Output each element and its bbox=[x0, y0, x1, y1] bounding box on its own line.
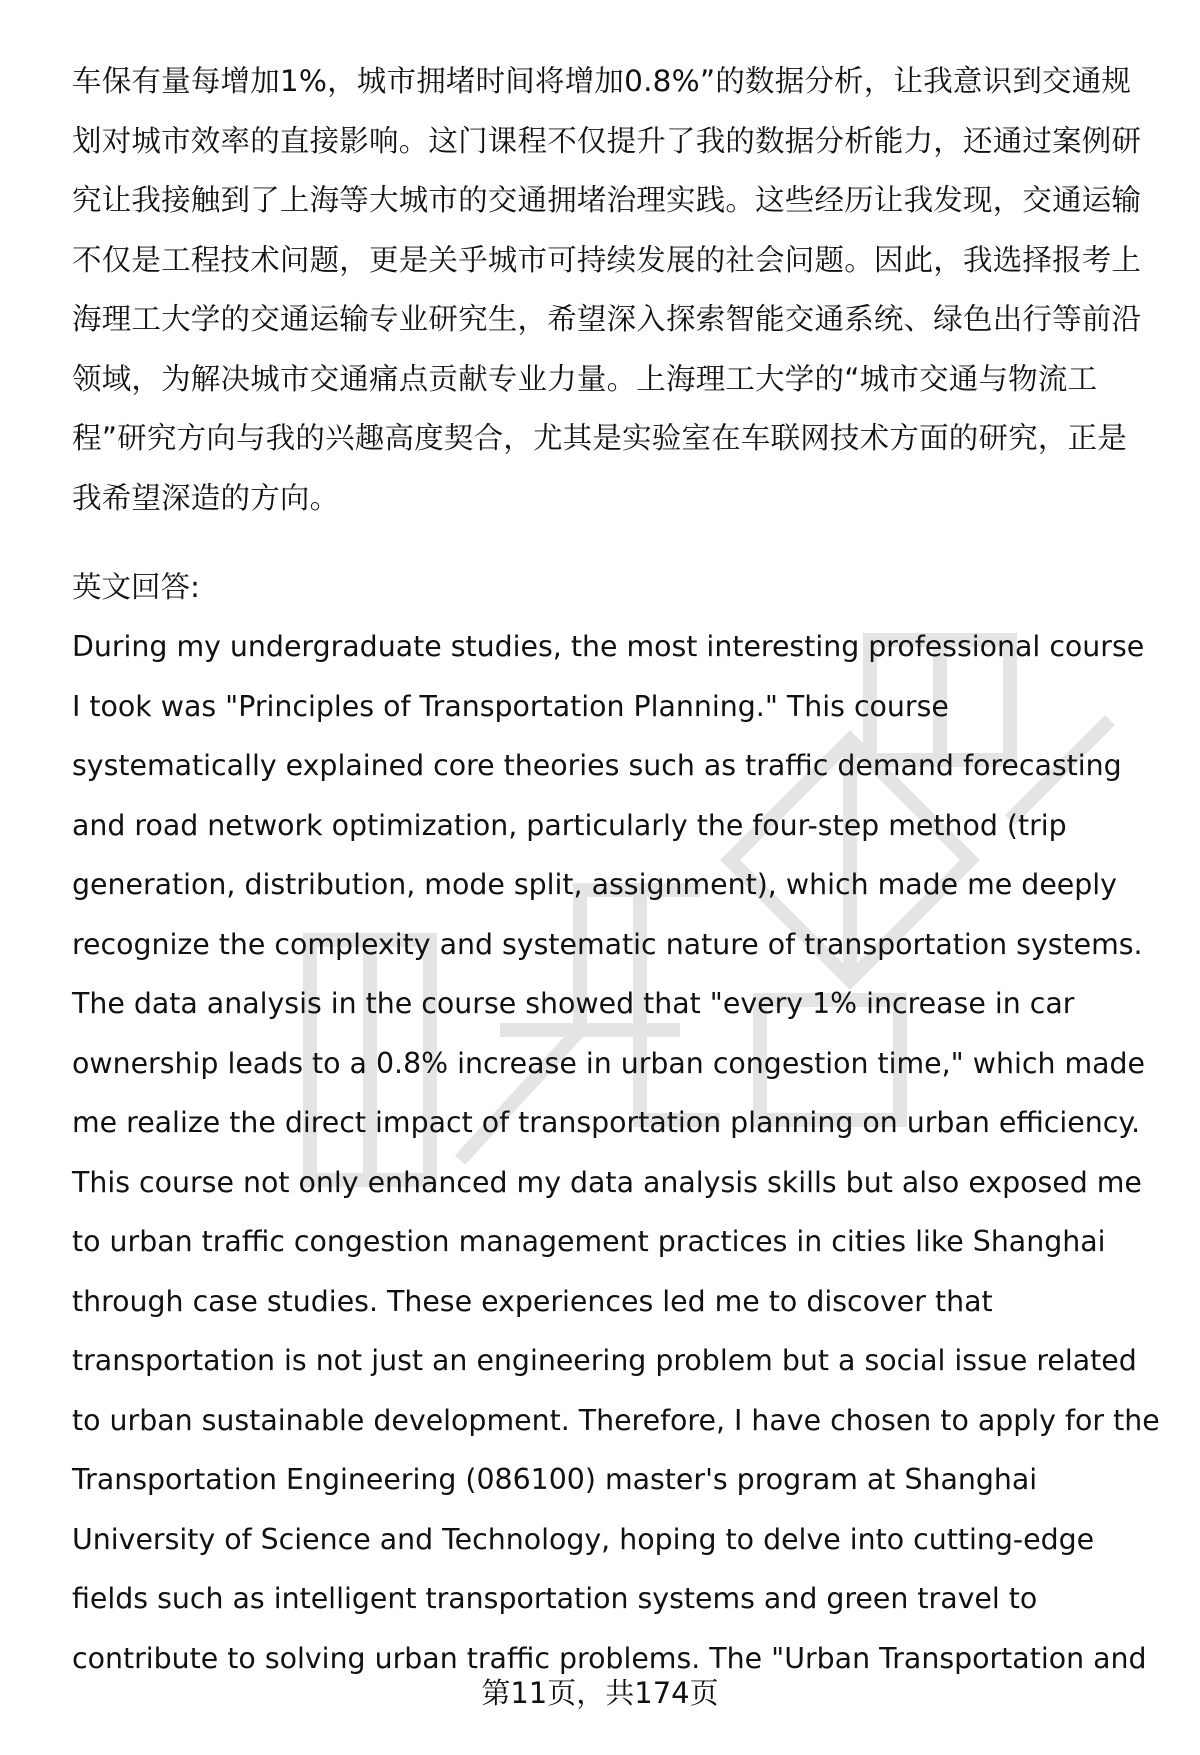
cn-line: 究让我接触到了上海等大城市的交通拥堵治理实践。这些经历让我发现，交通运输 bbox=[72, 183, 1142, 217]
cn-line: 我希望深造的方向。 bbox=[72, 480, 340, 515]
en-line: and road network optimization, particularly the four-step method (trip bbox=[72, 808, 1067, 842]
chinese-answer-paragraph bbox=[72, 52, 1157, 528]
en-line: to urban sustainable development. Therefore, I have chosen to apply for the bbox=[72, 1403, 1160, 1437]
en-line: Transportation Engineering (086100) master's program at Shanghai bbox=[72, 1463, 1038, 1496]
en-line: systematically explained core theories such as traffic demand forecasting bbox=[72, 749, 1122, 782]
cn-line: 领域，为解决城市交通痛点贡献专业力量。上海理工大学的“城市交通与物流工 bbox=[72, 361, 1098, 396]
en-line: transportation is not just an engineering problem but a social issue related bbox=[72, 1344, 1137, 1377]
en-line: me realize the direct impact of transportation planning on urban efficiency. bbox=[72, 1106, 1141, 1139]
cn-line: 划对城市效率的直接影响。这门课程不仅提升了我的数据分析能力，还通过案例研 bbox=[72, 123, 1142, 158]
en-line: recognize the complexity and systematic nature of transportation systems. bbox=[72, 927, 1143, 961]
en-line: generation, distribution, mode split, assignment), which made me deeply bbox=[72, 868, 1117, 901]
en-line: During my undergraduate studies, the most interesting professional course bbox=[72, 630, 1145, 663]
cn-line: 海理工大学的交通运输专业研究生，希望深入探索智能交通系统、绿色出行等前沿 bbox=[72, 302, 1142, 336]
en-line: This course not only enhanced my data analysis skills but also exposed me bbox=[72, 1165, 1142, 1199]
en-line: contribute to solving urban traffic problems. The "Urban Transportation and bbox=[72, 1641, 1147, 1675]
en-line: University of Science and Technology, hoping to delve into cutting-edge bbox=[72, 1522, 1095, 1556]
en-line: fields such as intelligent transportation systems and green travel to bbox=[72, 1582, 1038, 1615]
cn-line: 车保有量每增加1%，城市拥堵时间将增加0.8%”的数据分析，让我意识到交通规 bbox=[72, 64, 1132, 98]
cn-line: 不仅是工程技术问题，更是关乎城市可持续发展的社会问题。因此，我选择报考上 bbox=[72, 242, 1142, 277]
en-line: ownership leads to a 0.8% increase in urban congestion time," which made bbox=[72, 1046, 1146, 1080]
en-line: to urban traffic congestion management practices in cities like Shanghai bbox=[72, 1225, 1106, 1258]
page-number-footer: 第11页，共174页 bbox=[481, 1676, 719, 1710]
en-line: I took was "Principles of Transportation Planning." This course bbox=[72, 689, 949, 723]
english-answer-paragraph bbox=[72, 617, 1160, 1688]
en-line: through case studies. These experiences led me to discover that bbox=[72, 1284, 993, 1318]
cn-line: 程”研究方向与我的兴趣高度契合，尤其是实验室在车联网技术方面的研究，正是 bbox=[72, 421, 1127, 455]
en-line: The data analysis in the course showed that "every 1% increase in car bbox=[72, 987, 1075, 1020]
english-answer-label: 英文回答: bbox=[72, 570, 200, 604]
